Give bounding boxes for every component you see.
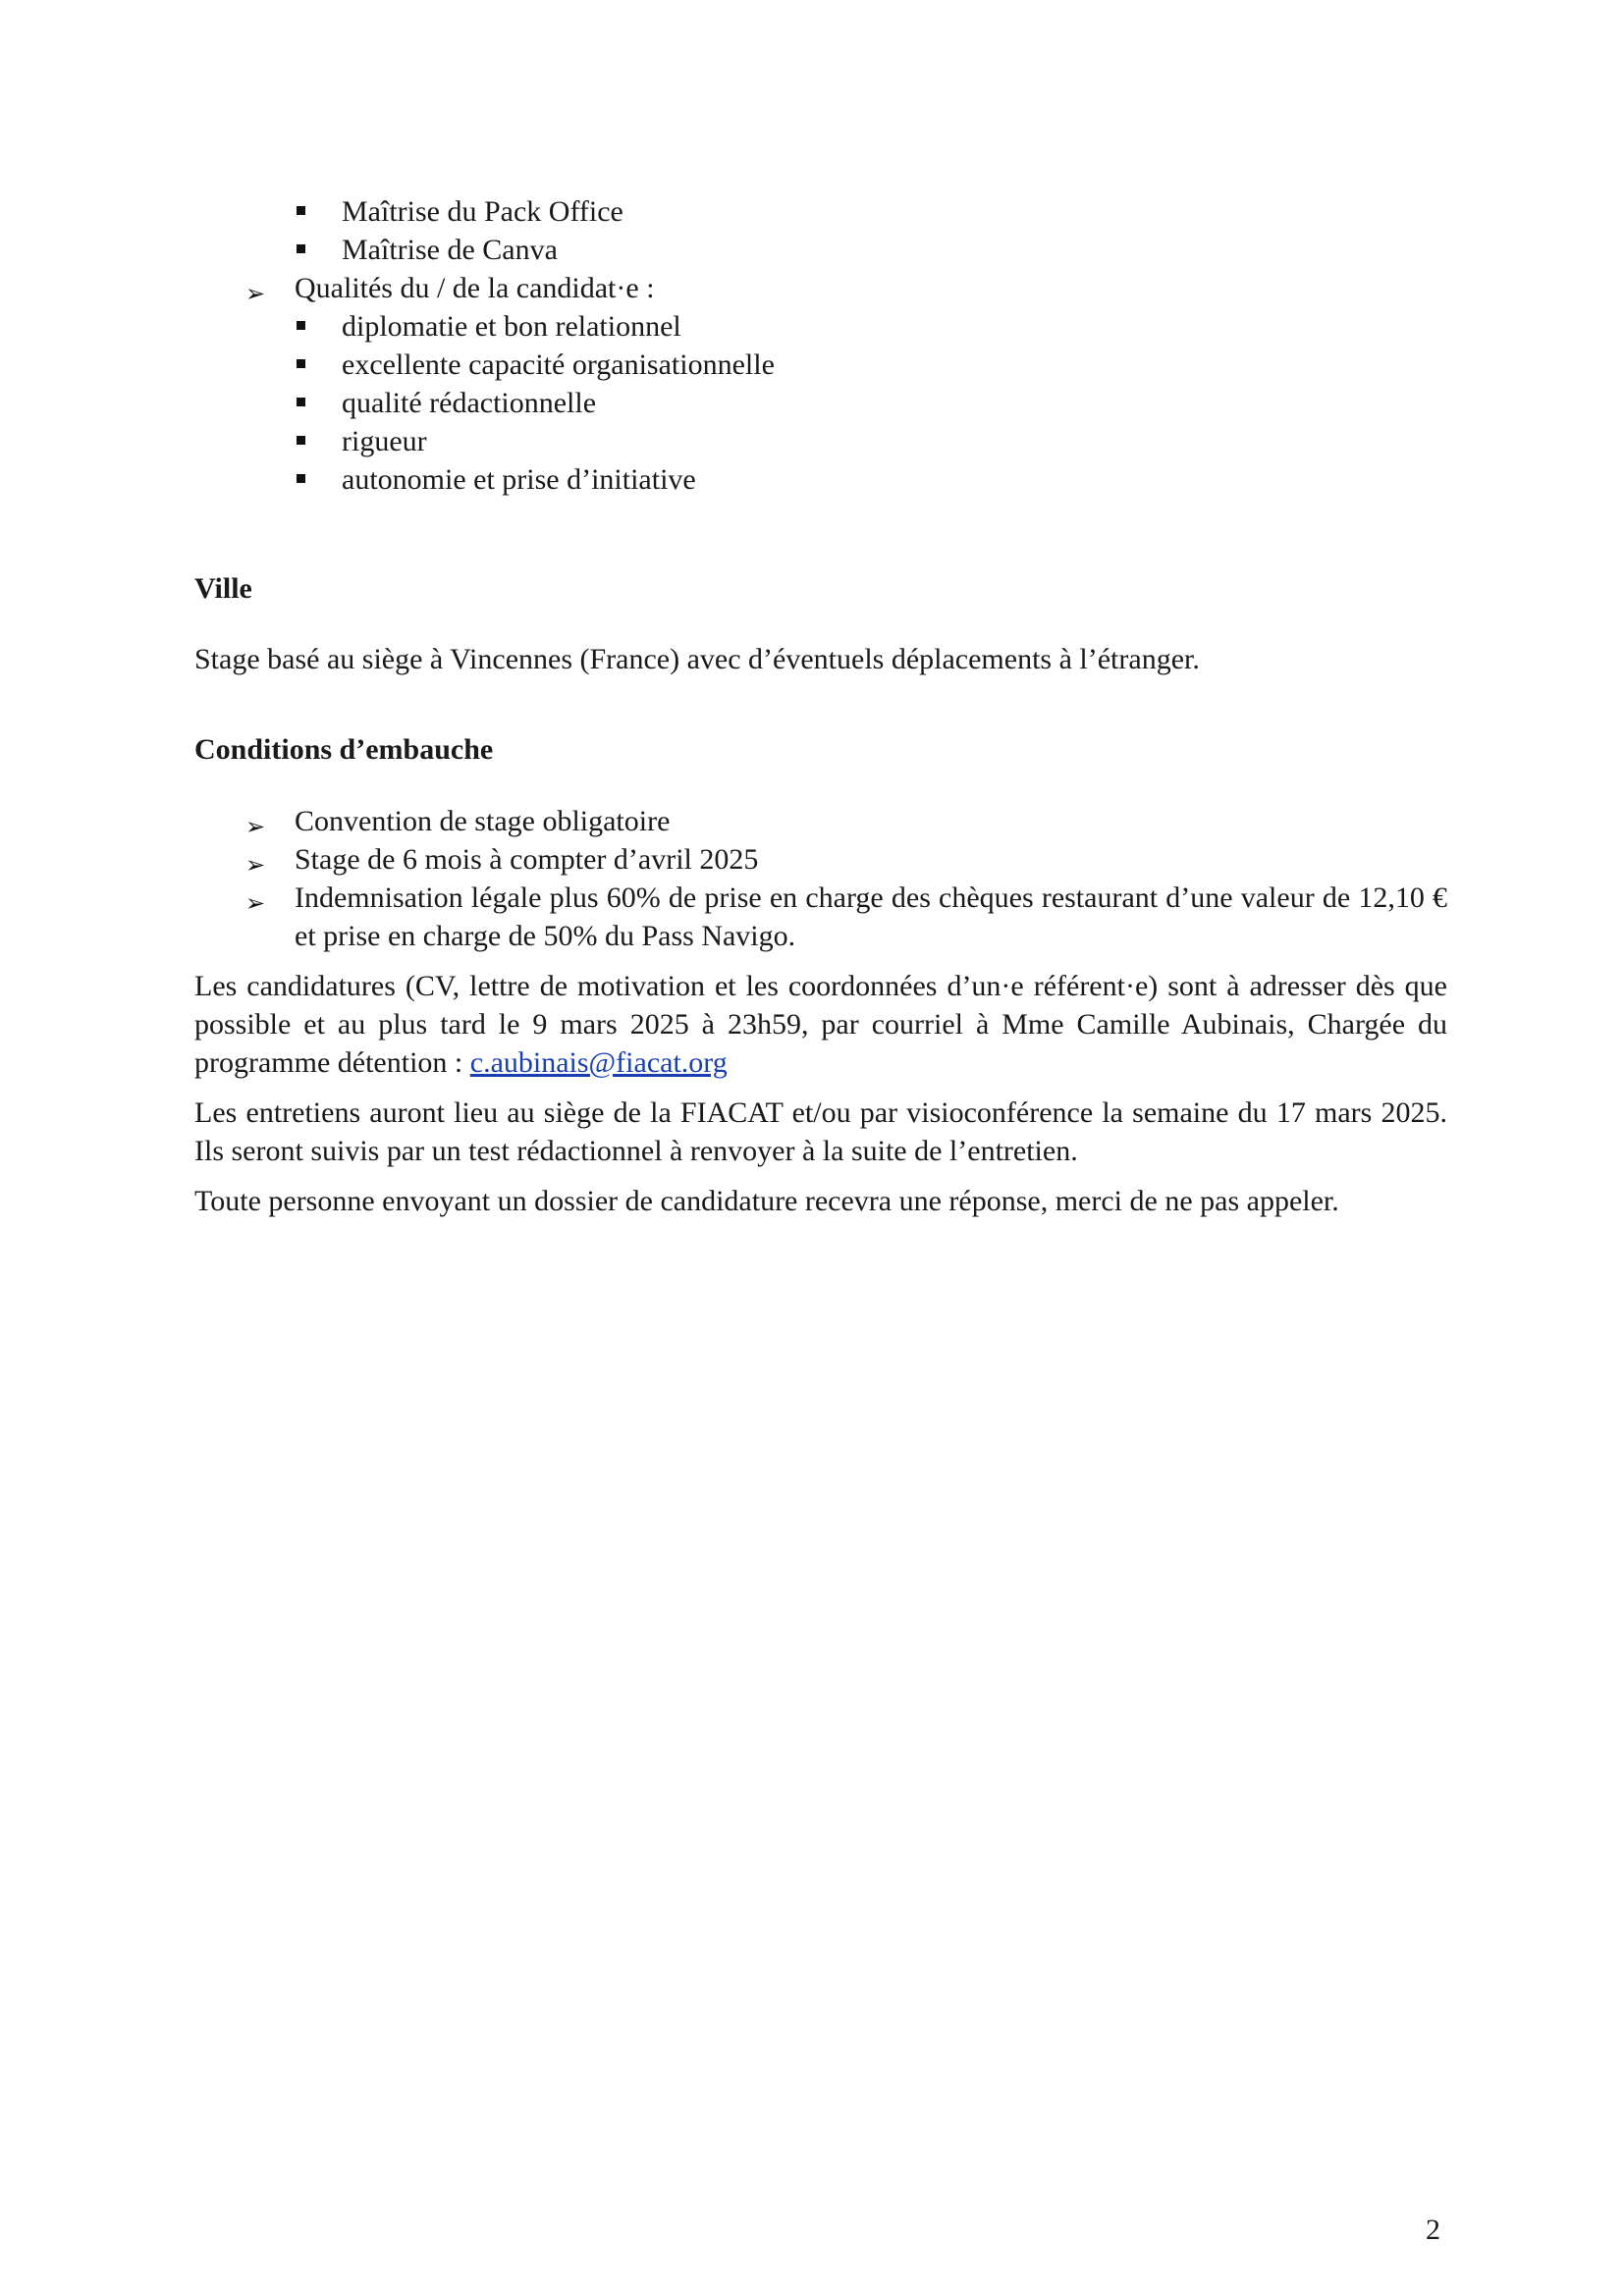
list-item: diplomatie et bon relationnel (194, 307, 1447, 346)
list-item: Maîtrise du Pack Office (194, 192, 1447, 231)
arrow-bullet-icon: ➢ (245, 813, 266, 840)
list-item: ➢ Stage de 6 mois à compter d’avril 2025 (194, 840, 1447, 879)
list-item: autonomie et prise d’initiative (194, 460, 1447, 499)
conditions-heading: Conditions d’embauche (194, 733, 494, 766)
arrow-bullet-icon: ➢ (245, 851, 266, 879)
applications-paragraph: Les candidatures (CV, lettre de motivation et les coordonnées d’un·e référent·e) sont à adresser dès que possible et au plus tard le 9 mars 2025 à 23h59, par courriel à Mme Camille Aubinais, Chargée du programme détention : c.aubinais@fiacat.org (194, 970, 1447, 1079)
document-page (194, 192, 1447, 1220)
list-item: excellente capacité organisationnelle (194, 346, 1447, 384)
square-bullet-icon (297, 474, 305, 483)
square-bullet-icon (297, 436, 305, 445)
ville-text: Stage basé au siège à Vincennes (France) avec d’éventuels déplacements à l’étranger. (194, 643, 1200, 675)
qualities-list (194, 307, 1447, 499)
page-number: 2 (1426, 2214, 1440, 2246)
square-bullet-icon (297, 359, 305, 368)
square-bullet-icon (297, 206, 305, 215)
arrow-bullet-icon: ➢ (245, 889, 266, 917)
closing-paragraph: Toute personne envoyant un dossier de candidature recevra une réponse, merci de ne pas appeler. (194, 1185, 1339, 1217)
interviews-paragraph: Les entretiens auront lieu au siège de la FIACAT et/ou par visioconférence la semaine du 17 mars 2025. Ils seront suivis par un test rédactionnel à renvoyer à la suite de l’entretien. (194, 1096, 1447, 1167)
list-item: qualité rédactionnelle (194, 384, 1447, 422)
conditions-list (194, 802, 1447, 955)
square-bullet-icon (297, 244, 305, 253)
list-item: ➢ Convention de stage obligatoire (194, 802, 1447, 840)
ville-heading: Ville (194, 572, 252, 605)
email-link[interactable]: c.aubinais@fiacat.org (469, 1046, 728, 1079)
list-item: ➢ Indemnisation légale plus 60% de prise en charge des chèques restaurant d’une valeur de 12,10 € et prise en charge de 50% du Pass Navigo. (245, 881, 1447, 952)
list-item: rigueur (194, 422, 1447, 460)
qualities-heading: ➢ Qualités du / de la candidat·e : (194, 269, 1447, 307)
skills-list (194, 192, 1447, 269)
arrow-bullet-icon: ➢ (245, 280, 266, 307)
square-bullet-icon (297, 321, 305, 330)
square-bullet-icon (297, 398, 305, 406)
list-item: Maîtrise de Canva (194, 231, 1447, 269)
